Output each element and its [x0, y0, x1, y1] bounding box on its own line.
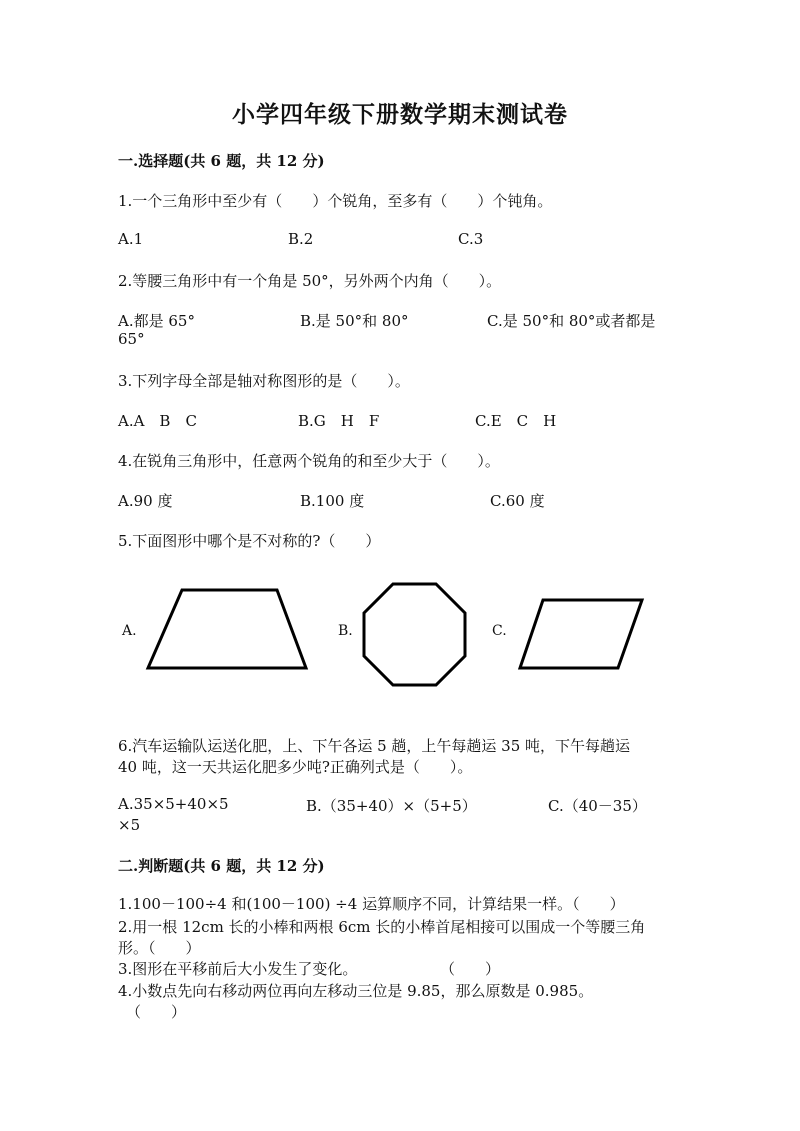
- judgement-item-2: 2.用一根 12cm 长的小棒和两根 6cm 长的小棒首尾相接可以围成一个等腰三角: [118, 918, 646, 936]
- q2-option-a[interactable]: A.都是 65°: [118, 312, 195, 330]
- judgement-item-2-continued: 形。（ ）: [118, 939, 201, 957]
- q4-option-a[interactable]: A.90 度: [118, 492, 173, 510]
- figure-label-b[interactable]: B.: [338, 623, 353, 639]
- judgement-item-1: 1.100－100÷4 和(100－100) ÷4 运算顺序不同，计算结果一样。（ ）: [118, 895, 625, 913]
- q2-option-c-continued: 65°: [118, 330, 145, 348]
- parallelogram-shape: [520, 600, 642, 668]
- figure-label-c[interactable]: C.: [492, 623, 507, 639]
- q4-option-c[interactable]: C.60 度: [490, 492, 545, 510]
- judgement-item-4-bracket[interactable]: （ ）: [126, 1003, 187, 1021]
- question-5: 5.下面图形中哪个是不对称的?（ ）: [118, 532, 381, 550]
- q6-option-a[interactable]: A.35×5+40×5: [118, 795, 229, 813]
- question-1: 1.一个三角形中至少有（ ）个锐角，至多有（ ）个钝角。: [118, 192, 553, 210]
- q3-option-c[interactable]: C.E C H: [475, 412, 557, 430]
- q2-option-c[interactable]: C.是 50°和 80°或者都是: [487, 312, 656, 330]
- q6-option-c-continued: ×5: [118, 816, 141, 834]
- judgement-item-3: 3.图形在平移前后大小发生了变化。: [118, 960, 358, 978]
- q6-option-c[interactable]: C.（40－35）: [548, 797, 647, 815]
- question-6-line-1: 6.汽车运输队运送化肥，上、下午各运 5 趟，上午每趟运 35 吨，下午每趟运: [118, 737, 631, 755]
- judgement-item-3-bracket[interactable]: （ ）: [440, 960, 501, 978]
- question-3: 3.下列字母全部是轴对称图形的是（ ）。: [118, 372, 410, 390]
- q1-option-a[interactable]: A.1: [118, 230, 144, 248]
- octagon-shape: [364, 584, 465, 685]
- q3-option-a[interactable]: A.A B C: [118, 412, 197, 430]
- page-title: 小学四年级下册数学期末测试卷: [232, 101, 568, 128]
- figure-label-a[interactable]: A.: [122, 623, 137, 639]
- q2-option-b[interactable]: B.是 50°和 80°: [300, 312, 409, 330]
- question-6-line-2: 40 吨，这一天共运化肥多少吨?正确列式是（ ）。: [118, 758, 473, 776]
- section-heading-judgement: 二.判断题(共 6 题，共 12 分): [118, 857, 325, 875]
- q1-option-b[interactable]: B.2: [288, 230, 314, 248]
- q6-option-b[interactable]: B.（35+40）×（5+5）: [306, 797, 477, 815]
- question-2: 2.等腰三角形中有一个角是 50°，另外两个内角（ ）。: [118, 272, 502, 290]
- q3-option-b[interactable]: B.G H F: [298, 412, 380, 430]
- judgement-item-4: 4.小数点先向右移动两位再向左移动三位是 9.85，那么原数是 0.985。: [118, 982, 594, 1000]
- q1-option-c[interactable]: C.3: [458, 230, 484, 248]
- trapezoid-shape: [148, 590, 306, 668]
- question-4: 4.在锐角三角形中，任意两个锐角的和至少大于（ ）。: [118, 452, 500, 470]
- q4-option-b[interactable]: B.100 度: [300, 492, 365, 510]
- section-heading-choice: 一.选择题(共 6 题，共 12 分): [118, 152, 325, 170]
